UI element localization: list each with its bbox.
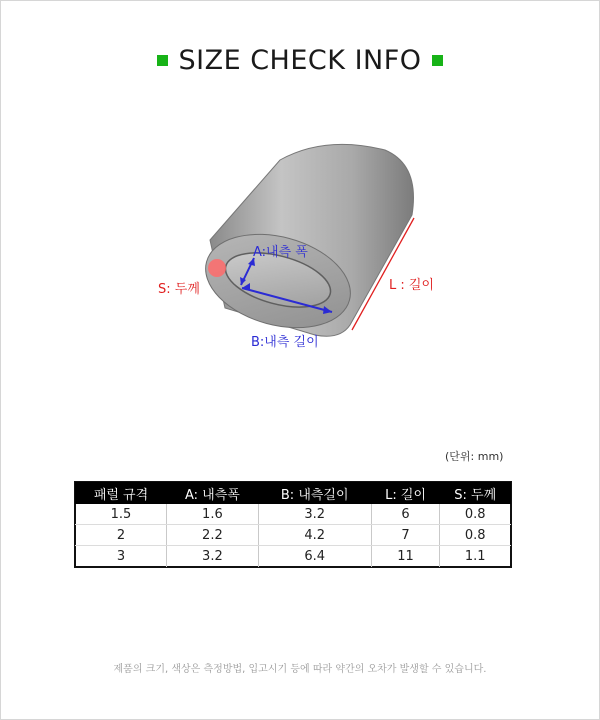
table-cell: 3	[76, 546, 167, 567]
table-header: L: 길이	[371, 483, 440, 504]
label-length: L : 길이	[389, 278, 435, 293]
footer-note: 제품의 크기, 색상은 측정방법, 입고시기 등에 따라 약간의 오차가 발생할 수 있습니다.	[113, 664, 487, 675]
table-cell: 6	[371, 504, 440, 525]
table-row	[76, 525, 511, 546]
label-inner-length: B:내측 길이	[251, 335, 319, 350]
table-row	[76, 504, 511, 525]
table-header: S: 두께	[440, 483, 511, 504]
table-cell: 2.2	[167, 525, 259, 546]
table-cell: 0.8	[440, 525, 511, 546]
unit-note: (단위: mm)	[445, 450, 504, 463]
green-square-icon	[432, 55, 443, 66]
label-inner-width: A:내측 폭	[253, 245, 308, 260]
title-row	[0, 40, 600, 80]
table-cell: 3.2	[258, 504, 371, 525]
size-table	[75, 482, 511, 567]
table-cell: 7	[371, 525, 440, 546]
table-cell: 11	[371, 546, 440, 567]
table-cell: 1.6	[167, 504, 259, 525]
table-header: 패럴 규격	[76, 483, 167, 504]
table-cell: 1.1	[464, 548, 486, 564]
product-image	[150, 130, 470, 360]
table-header: B: 내측길이	[258, 483, 371, 504]
table-header-row	[76, 483, 511, 504]
table-cell: 6.4	[258, 546, 371, 567]
table-cell: 4.2	[258, 525, 371, 546]
table-cell: 1.5	[76, 504, 167, 525]
table-cell: 3.2	[167, 546, 259, 567]
table-cell: 0.8	[440, 504, 511, 525]
green-square-icon	[157, 55, 168, 66]
label-thickness: S: 두께	[158, 282, 200, 297]
page-title: SIZE CHECK INFO	[178, 44, 422, 76]
table-cell: 2	[76, 525, 167, 546]
table-header: A: 내측폭	[167, 483, 259, 504]
table-row	[76, 546, 511, 567]
